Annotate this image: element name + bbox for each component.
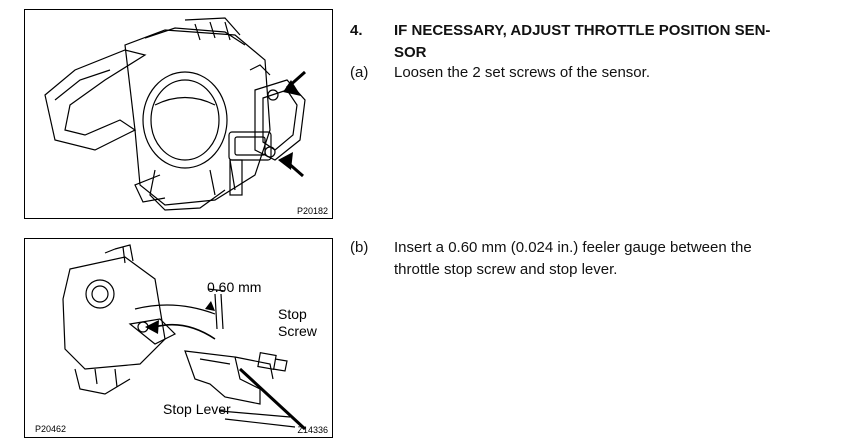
stop-label: Stop <box>278 306 307 322</box>
figure-code: P20462 <box>35 424 67 434</box>
substep-text <box>394 237 814 281</box>
step-title-line1: IF NECESSARY, ADJUST THROTTLE POSITION SEN- <box>394 22 771 39</box>
substep-text-line1: Insert a 0.60 mm (0.024 in.) feeler gauge between the <box>394 239 752 256</box>
figure-throttle-sensor <box>24 9 333 219</box>
substep-label: (a) <box>350 64 369 81</box>
step-title-line2: SOR <box>394 44 427 61</box>
figure-code-secondary: Z14336 <box>297 425 328 435</box>
stop-lever-label: Stop Lever <box>163 401 231 417</box>
step-title <box>394 20 824 64</box>
substep-label: (b) <box>350 239 369 256</box>
screw-label: Screw <box>278 323 317 339</box>
substep-text: Loosen the 2 set screws of the sensor. <box>394 64 650 81</box>
arrow-icon <box>25 10 332 218</box>
gap-label: 0.60 mm <box>207 279 262 295</box>
figure-code: P20182 <box>296 206 328 216</box>
substep-text-line2: throttle stop screw and stop lever. <box>394 261 618 278</box>
figure-feeler-gauge <box>24 238 333 438</box>
step-number: 4. <box>350 22 363 39</box>
